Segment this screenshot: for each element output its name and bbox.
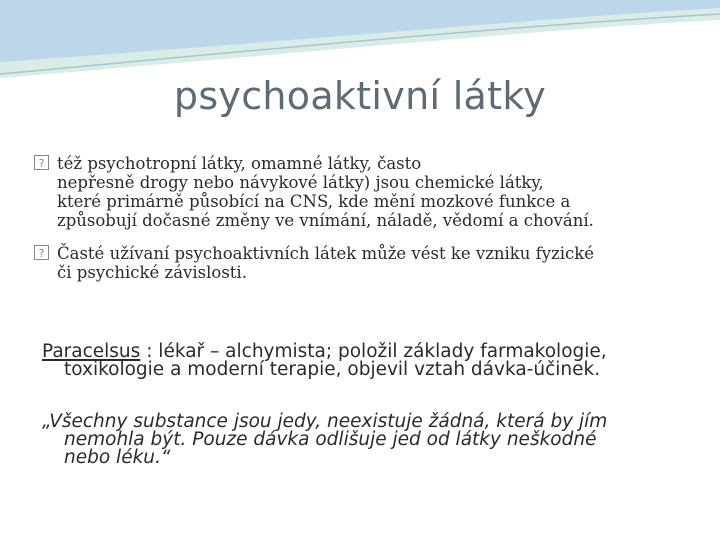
paracelsus-paragraph (42, 343, 702, 379)
bullet-placeholder-icon (34, 245, 49, 260)
bullet-paragraph-definition (34, 154, 594, 230)
quote-line: „Všechny substance jsou jedy, neexistuje žádná, která by jím (42, 411, 608, 432)
paracelsus-description: : lékař – alchymista; položil základy farmakologie, (140, 341, 607, 362)
paracelsus-description-continued: toxikologie a moderní terapie, objevil vztah dávka-účinek. (64, 359, 601, 380)
decoration-band-blue (0, 0, 720, 62)
paragraph-line: Časté užívaní psychoaktivních látek může vést ke vzniku fyzické (57, 244, 595, 263)
bullet-placeholder-icon (34, 155, 49, 170)
quote-line: nebo léku.“ (64, 447, 171, 468)
bullet-paragraph-dependence (34, 244, 594, 282)
paracelsus-name: Paracelsus (42, 341, 141, 362)
quote-line: nemohla být. Pouze dávka odlišuje jed od látky neškodné (64, 429, 597, 450)
paragraph-line: či psychické závislosti. (57, 263, 247, 282)
paracelsus-quote (42, 413, 702, 467)
paragraph-line: též psychotropní látky, omamné látky, často (57, 154, 422, 173)
paragraph-line: které primárně působící na CNS, kde mění mozkové funkce a (57, 192, 571, 211)
paragraph-line: nepřesně drogy nebo návykové látky) jsou chemické látky, (57, 173, 544, 192)
slide-title: psychoaktivní látky (173, 74, 547, 118)
paragraph-line: způsobují dočasné změny ve vnímání, náladě, vědomí a chování. (57, 211, 594, 230)
